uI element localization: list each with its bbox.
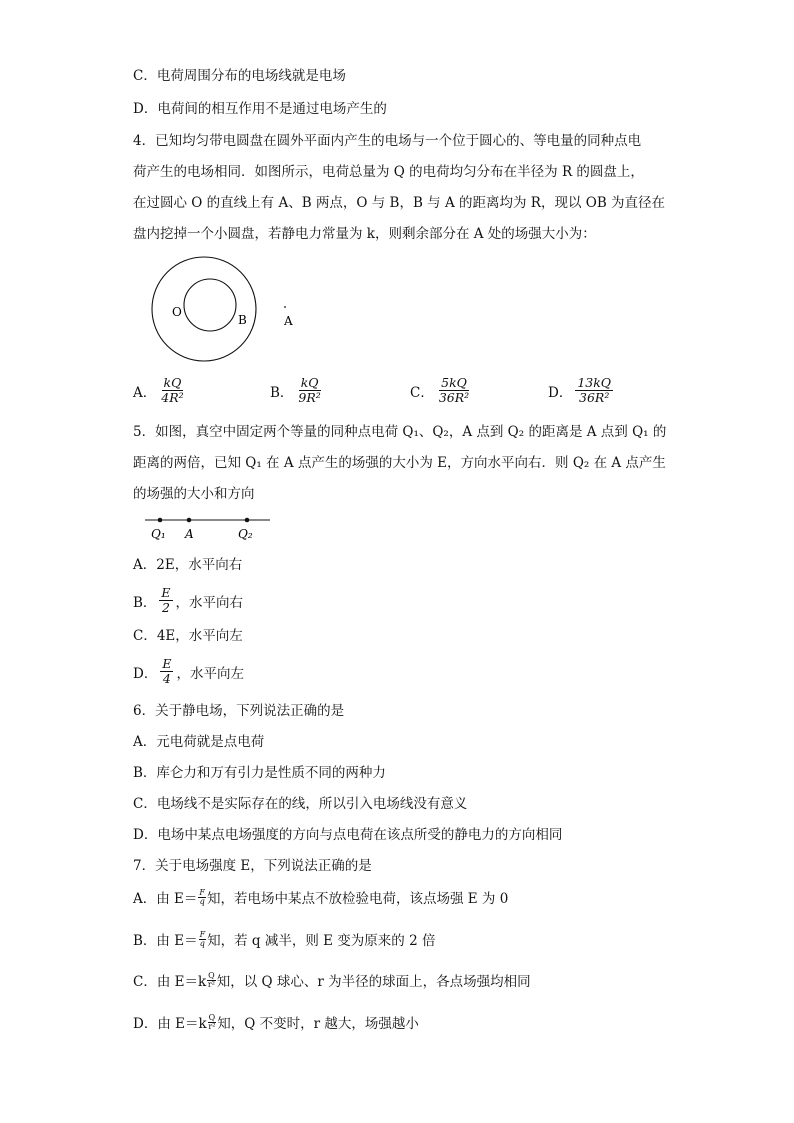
- q4-option-b: B． $\frac{kQ}{\text{9R²}}$: [270, 375, 321, 405]
- q7-option-b: B．由 E＝ $\frac{F}{q}$ 知，若 q 减半，则 E 变为原来的 2 倍: [133, 929, 436, 949]
- q7-option-c: C．由 E＝k $\frac{Q}{\text{r²}}$ 知，以 Q 球心、r 为半径的球面上，各点场强均相同: [133, 970, 531, 990]
- label-o: O: [172, 305, 182, 319]
- q5-charges-figure: [140, 510, 275, 542]
- q5-option-c: C．4E，水平向左: [133, 628, 243, 644]
- q4-stem-line-3: 在过圆心 O 的直线上有 A、B 两点，O 与 B，B 与 A 的距离均为 R，现以 OB 为直径在: [133, 195, 666, 211]
- q4-stem-line-2: 荷产生的电场相同．如图所示，电荷总量为 Q 的电荷均匀分布在半径为 R 的圆盘上，: [133, 164, 644, 180]
- label-a: A: [185, 527, 194, 541]
- q4-option-a: A． $\frac{kQ}{\text{4R²}}$: [133, 375, 184, 405]
- q4-option-d: D． $\frac{13kQ}{\text{36R²}}$: [548, 375, 612, 405]
- label-q2: Q₂: [238, 527, 253, 541]
- q6-option-d: D．电场中某点电场强度的方向与点电荷在该点所受的静电力的方向相同: [133, 827, 563, 843]
- q5-stem-line-1: 5．如图，真空中固定两个等量的同种点电荷 Q₁、Q₂，A 点到 Q₂ 的距离是 A 点到 Q₁ 的: [133, 424, 667, 440]
- q4-stem-line-4: 盘内挖掉一个小圆盘，若静电力常量为 k，则剩余部分在 A 处的场强大小为：: [133, 226, 596, 242]
- point-a-dot: [187, 518, 192, 523]
- q6-stem: 6．关于静电场，下列说法正确的是: [133, 703, 345, 719]
- large-disk: [152, 257, 256, 361]
- q7-stem: 7．关于电场强度 E，下列说法正确的是: [133, 858, 372, 874]
- point-a-dot: [284, 306, 286, 308]
- q4-stem-line-1: 4．已知均匀带电圆盘在圆外平面内产生的电场与一个位于圆心的、等电量的同种点电: [133, 133, 642, 149]
- q3-option-d: D．电荷间的相互作用不是通过电场产生的: [133, 101, 387, 117]
- label-q1: Q₁: [151, 527, 166, 541]
- label-b: B: [238, 313, 247, 327]
- q7-option-a: A．由 E＝ $\frac{F}{q}$ 知，若电场中某点不放检验电荷，该点场强 E 为 0: [133, 887, 509, 907]
- q6-option-c: C．电场线不是实际存在的线，所以引入电场线没有意义: [133, 796, 468, 812]
- charge-q2-dot: [245, 518, 250, 523]
- q6-option-a: A．元电荷就是点电荷: [133, 734, 265, 750]
- q5-stem-line-3: 的场强的大小和方向: [133, 486, 255, 502]
- label-a: A: [284, 314, 293, 328]
- q3-option-c: C．电荷周围分布的电场线就是电场: [133, 68, 346, 84]
- q6-option-b: B．库仑力和万有引力是性质不同的两种力: [133, 765, 386, 781]
- q5-option-a: A．2E，水平向右: [133, 557, 243, 573]
- q4-option-c: C． $\frac{5kQ}{\text{36R²}}$: [410, 375, 470, 405]
- q5-option-b: B． $\frac{E}{2}$ ，水平向右: [133, 585, 244, 615]
- q5-stem-line-2: 距离的两倍，已知 Q₁ 在 A 点产生的场强的大小为 E，方向水平向右．则 Q₂ 在 A 点产生: [133, 455, 666, 471]
- small-removed-disk: [184, 279, 236, 331]
- q7-option-d: D．由 E＝k $\frac{Q}{\text{r²}}$ 知，Q 不变时，r 越大，场强越小: [133, 1012, 419, 1032]
- charge-q1-dot: [158, 518, 163, 523]
- q4-disk-figure: [130, 255, 320, 367]
- q5-option-d: D． $\frac{E}{4}$ ，水平向左: [133, 656, 244, 686]
